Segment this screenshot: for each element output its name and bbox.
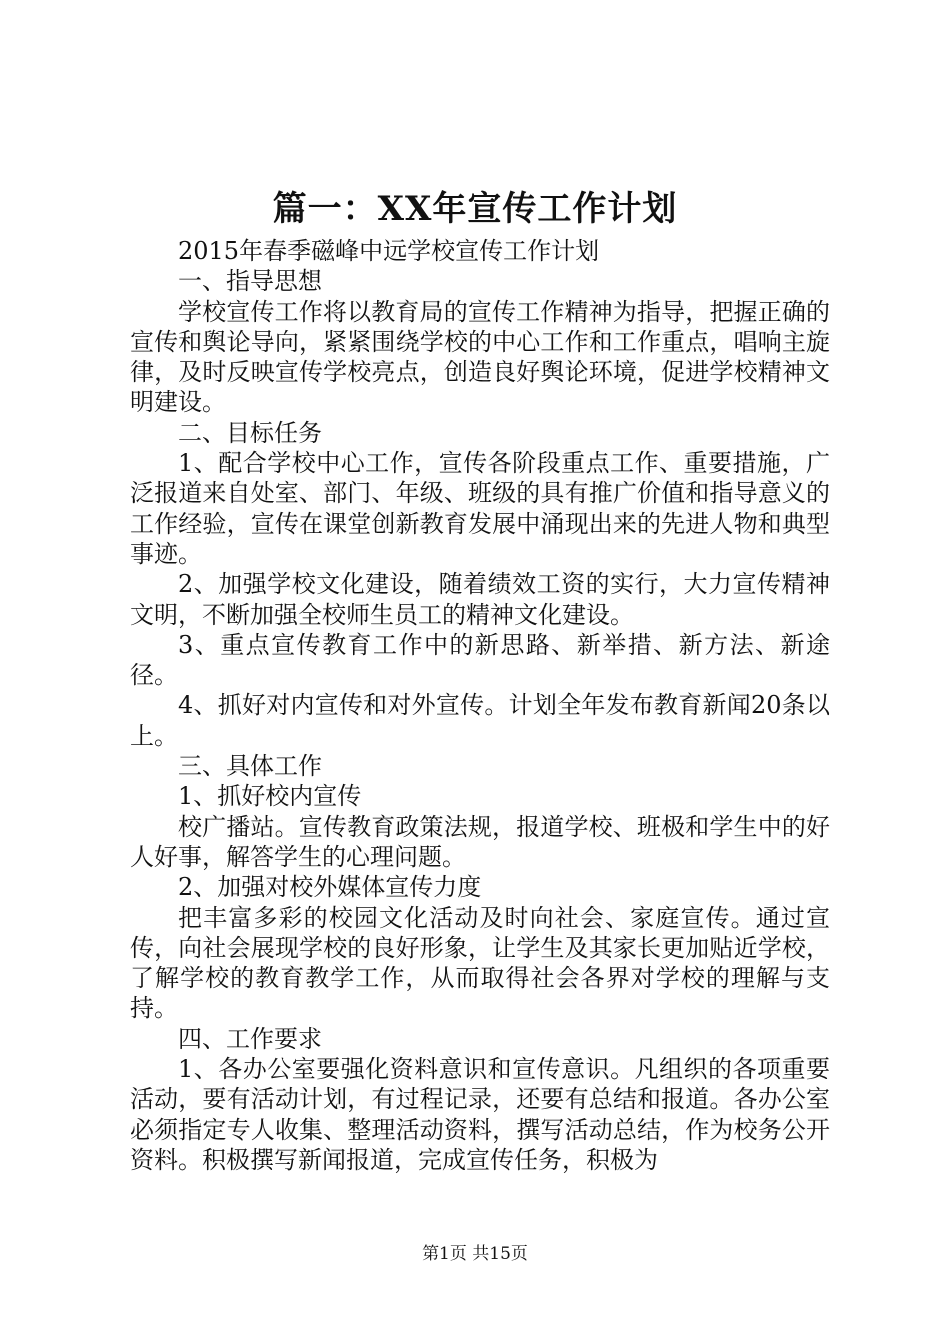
section-heading-requirements: 四、工作要求 — [178, 1024, 322, 1053]
paragraph: 校广播站。宣传教育政策法规，报道学校、班极和学生中的好人好事，解答学生的心理问题。 — [130, 812, 830, 871]
paragraph: 1、各办公室要强化资料意识和宣传意识。凡组织的各项重要活动，要有活动计划，有过程记录，还要有总结和报道。各办公室必须指定专人收集、整理活动资料，撰写活动总结，作为校务公开资料。积极撰写新闻报道，完成宣传任务，积极为 — [130, 1055, 830, 1174]
subheading: 1、抓好校内宣传 — [178, 782, 362, 811]
page-footer: 第1页 共15页 — [422, 1244, 528, 1264]
section-heading-goals: 二、目标任务 — [178, 418, 322, 447]
paragraph: 2、加强学校文化建设，随着绩效工资的实行，大力宣传精神文明，不断加强全校师生员工的精神文化建设。 — [130, 570, 830, 629]
paragraph: 1、配合学校中心工作，宣传各阶段重点工作、重要措施，广泛报道来自处室、部门、年级、班级的具有推广价值和指导意义的工作经验，宣传在课堂创新教育发展中涌现出来的先进人物和典型事迹。 — [130, 449, 830, 568]
paragraph: 学校宣传工作将以教育局的宣传工作精神为指导，把握正确的宣传和舆论导向，紧紧围绕学校的中心工作和工作重点，唱响主旋律，及时反映宣传学校亮点，创造良好舆论环境，促进学校精神文明建设。 — [130, 297, 830, 417]
paragraph-subtitle: 2015年春季磁峰中远学校宣传工作计划 — [178, 237, 600, 265]
paragraph: 把丰富多彩的校园文化活动及时向社会、家庭宣传。通过宣传，向社会展现学校的良好形象，让学生及其家长更加贴近学校，了解学校的教育教学工作，从而取得社会各界对学校的理解与支持。 — [130, 903, 830, 1023]
subheading: 2、加强对校外媒体宣传力度 — [178, 873, 482, 902]
section-heading-guiding-thought: 一、指导思想 — [178, 267, 322, 296]
document-title: 篇一：XX年宣传工作计划 — [272, 189, 678, 229]
document-body — [130, 236, 830, 1175]
paragraph: 4、抓好对内宣传和对外宣传。计划全年发布教育新闻20条以上。 — [130, 691, 830, 750]
section-heading-specific-work: 三、具体工作 — [178, 752, 322, 781]
paragraph: 3、重点宣传教育工作中的新思路、新举措、新方法、新途径。 — [130, 630, 830, 690]
